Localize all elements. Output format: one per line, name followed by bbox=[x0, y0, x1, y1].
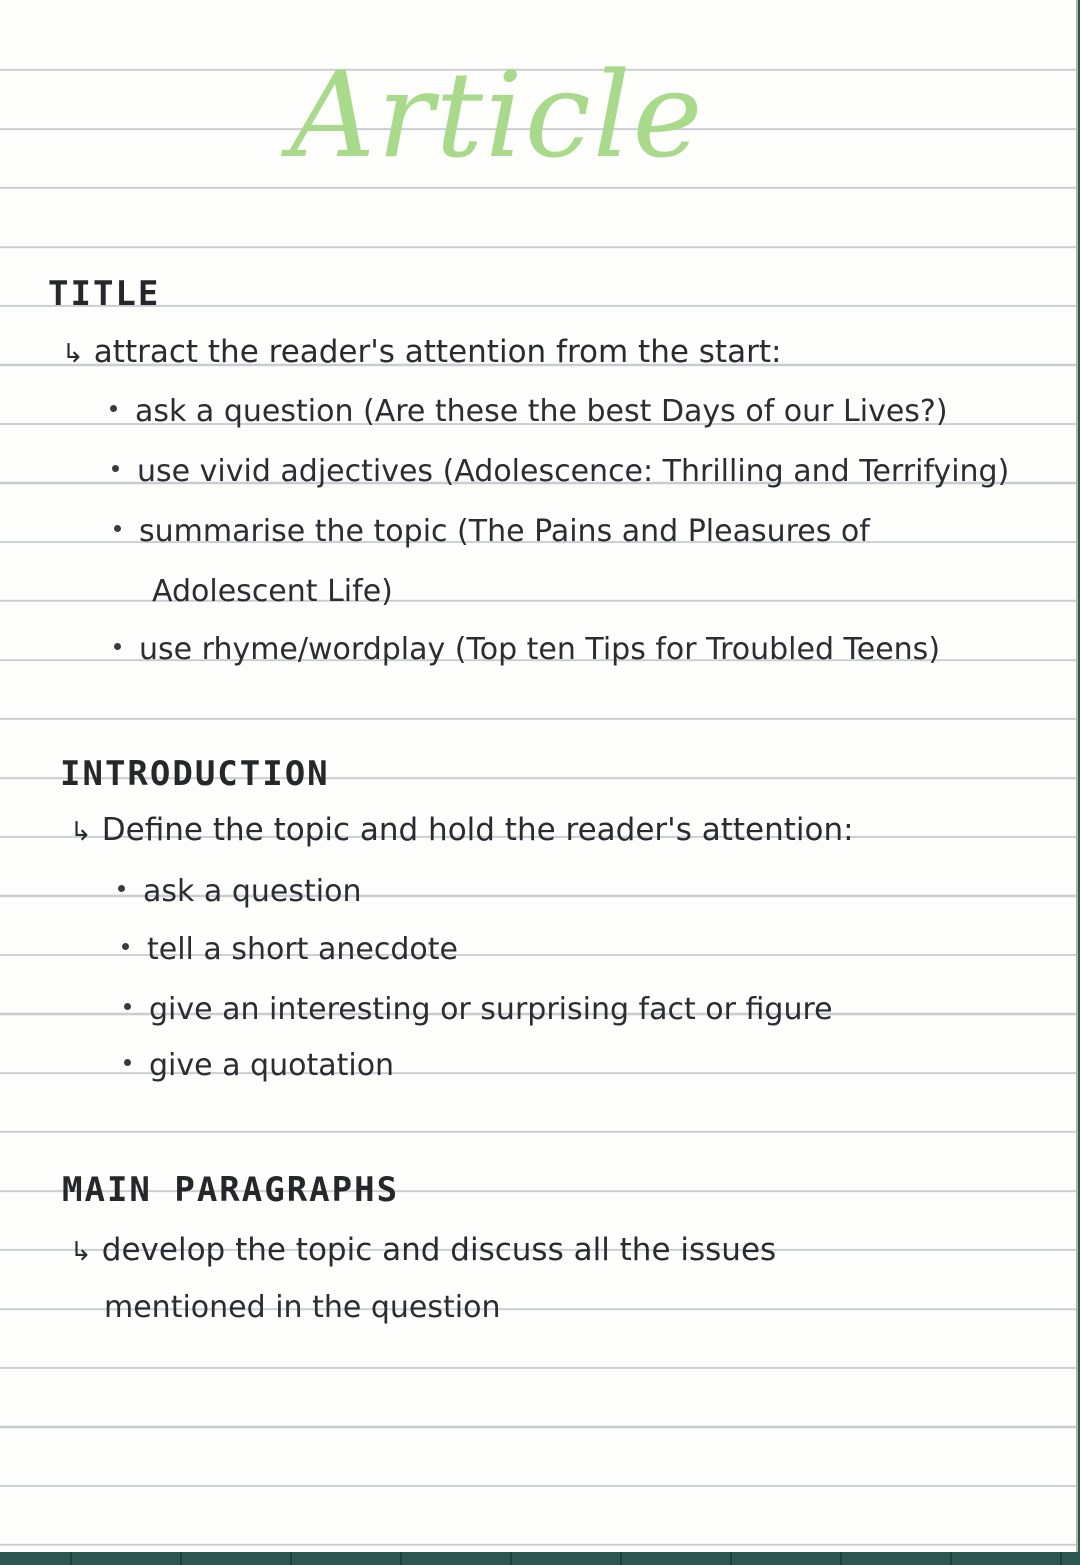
arrow-icon: ↳ bbox=[70, 1237, 92, 1267]
bullet-dot-icon bbox=[118, 885, 125, 892]
list-item bbox=[110, 392, 948, 432]
list-item bbox=[124, 990, 833, 1030]
list-item bbox=[122, 930, 458, 970]
introduction-lead bbox=[70, 810, 854, 852]
main-lead bbox=[70, 1230, 776, 1272]
main-lead-text: develop the topic and discuss all the issues bbox=[101, 1232, 777, 1268]
bullet-dot-icon bbox=[114, 525, 121, 532]
list-item-continuation: Adolescent Life) bbox=[152, 574, 393, 609]
section-heading-introduction: INTRODUCTION bbox=[60, 754, 330, 794]
title-lead bbox=[62, 332, 781, 374]
page-title: Article bbox=[290, 46, 705, 184]
arrow-icon: ↳ bbox=[62, 339, 84, 369]
list-item-text: give a quotation bbox=[149, 1048, 395, 1083]
desk-surface bbox=[0, 1552, 1080, 1565]
list-item-text: ask a question (Are these the best Days of our Lives?) bbox=[135, 394, 948, 429]
bullet-dot-icon bbox=[112, 465, 119, 472]
list-item-text: ask a question bbox=[143, 874, 362, 909]
bullet-dot-icon bbox=[124, 1003, 131, 1010]
list-item bbox=[114, 630, 940, 670]
bullet-dot-icon bbox=[124, 1059, 131, 1066]
bullet-dot-icon bbox=[122, 943, 129, 950]
bullet-dot-icon bbox=[110, 405, 117, 412]
section-heading-main-paragraphs: MAIN PARAGRAPHS bbox=[62, 1170, 400, 1210]
list-item-text: use vivid adjectives (Adolescence: Thrilling and Terrifying) bbox=[137, 454, 1010, 489]
main-lead-continuation: mentioned in the question bbox=[104, 1290, 501, 1325]
section-heading-title: TITLE bbox=[48, 274, 161, 314]
list-item bbox=[124, 1046, 394, 1086]
list-item-text: tell a short anecdote bbox=[147, 932, 458, 967]
title-lead-text: attract the reader's attention from the start: bbox=[93, 334, 782, 370]
bullet-dot-icon bbox=[114, 643, 121, 650]
list-item-text: give an interesting or surprising fact or figure bbox=[149, 992, 833, 1027]
list-item-text: use rhyme/wordplay (Top ten Tips for Troubled Teens) bbox=[139, 632, 941, 667]
list-item-text: summarise the topic (The Pains and Pleasures of bbox=[139, 514, 870, 549]
list-item bbox=[112, 452, 1009, 492]
introduction-lead-text: Define the topic and hold the reader's attention: bbox=[101, 812, 854, 848]
list-item bbox=[114, 512, 870, 552]
arrow-icon: ↳ bbox=[70, 817, 92, 847]
page-edge bbox=[1076, 0, 1078, 1552]
list-item bbox=[118, 872, 361, 912]
